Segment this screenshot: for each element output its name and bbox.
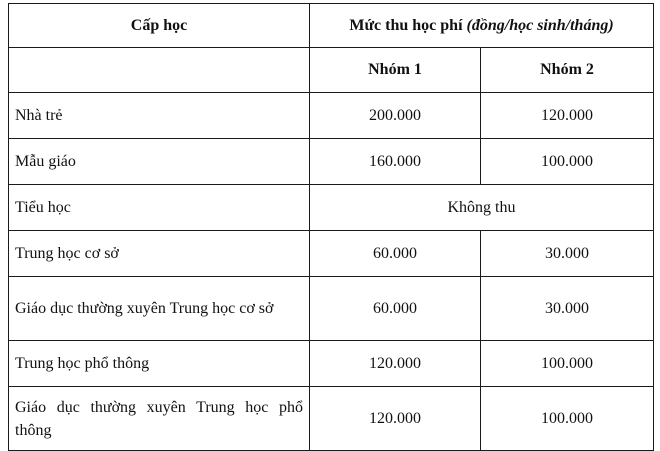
level-header: Cấp học: [9, 4, 310, 48]
row-level: Trung học cơ sở: [9, 231, 310, 277]
row-group2-fee: 100.000: [481, 387, 654, 451]
table-row: [9, 341, 654, 387]
row-level: Mẫu giáo: [9, 139, 310, 185]
row-group2-fee: 120.000: [481, 93, 654, 139]
header-row: [9, 4, 654, 48]
row-group1-fee: 120.000: [310, 387, 481, 451]
table-row: [9, 277, 654, 341]
row-group2-fee: 30.000: [481, 231, 654, 277]
row-group1-fee: 160.000: [310, 139, 481, 185]
row-level: Giáo dục thường xuyên Trung học phổ thông: [9, 387, 310, 451]
group1-header: Nhóm 1: [310, 48, 481, 93]
row-group1-fee: 60.000: [310, 231, 481, 277]
row-group2-fee: 100.000: [481, 139, 654, 185]
row-group1-fee: 60.000: [310, 277, 481, 341]
tuition-fee-table: [8, 3, 654, 451]
level-subheader-empty: [9, 48, 310, 93]
group2-header: Nhóm 2: [481, 48, 654, 93]
row-group2-fee: 30.000: [481, 277, 654, 341]
row-level: Nhà trẻ: [9, 93, 310, 139]
row-group1-fee: 120.000: [310, 341, 481, 387]
table-row: [9, 387, 654, 451]
table-row: [9, 231, 654, 277]
fee-header: [310, 4, 654, 48]
table-row: [9, 185, 654, 231]
row-group1-fee: 200.000: [310, 93, 481, 139]
table-row: [9, 139, 654, 185]
group-header-row: [9, 48, 654, 93]
row-merged-fee: Không thu: [310, 185, 654, 231]
row-level: Tiểu học: [9, 185, 310, 231]
row-level: Trung học phổ thông: [9, 341, 310, 387]
fee-header-label: Mức thu học phí: [349, 16, 463, 34]
table-row: [9, 93, 654, 139]
row-group2-fee: 100.000: [481, 341, 654, 387]
fee-unit: (đồng/học sinh/tháng): [466, 16, 614, 34]
row-level: Giáo dục thường xuyên Trung học cơ sở: [9, 277, 310, 341]
